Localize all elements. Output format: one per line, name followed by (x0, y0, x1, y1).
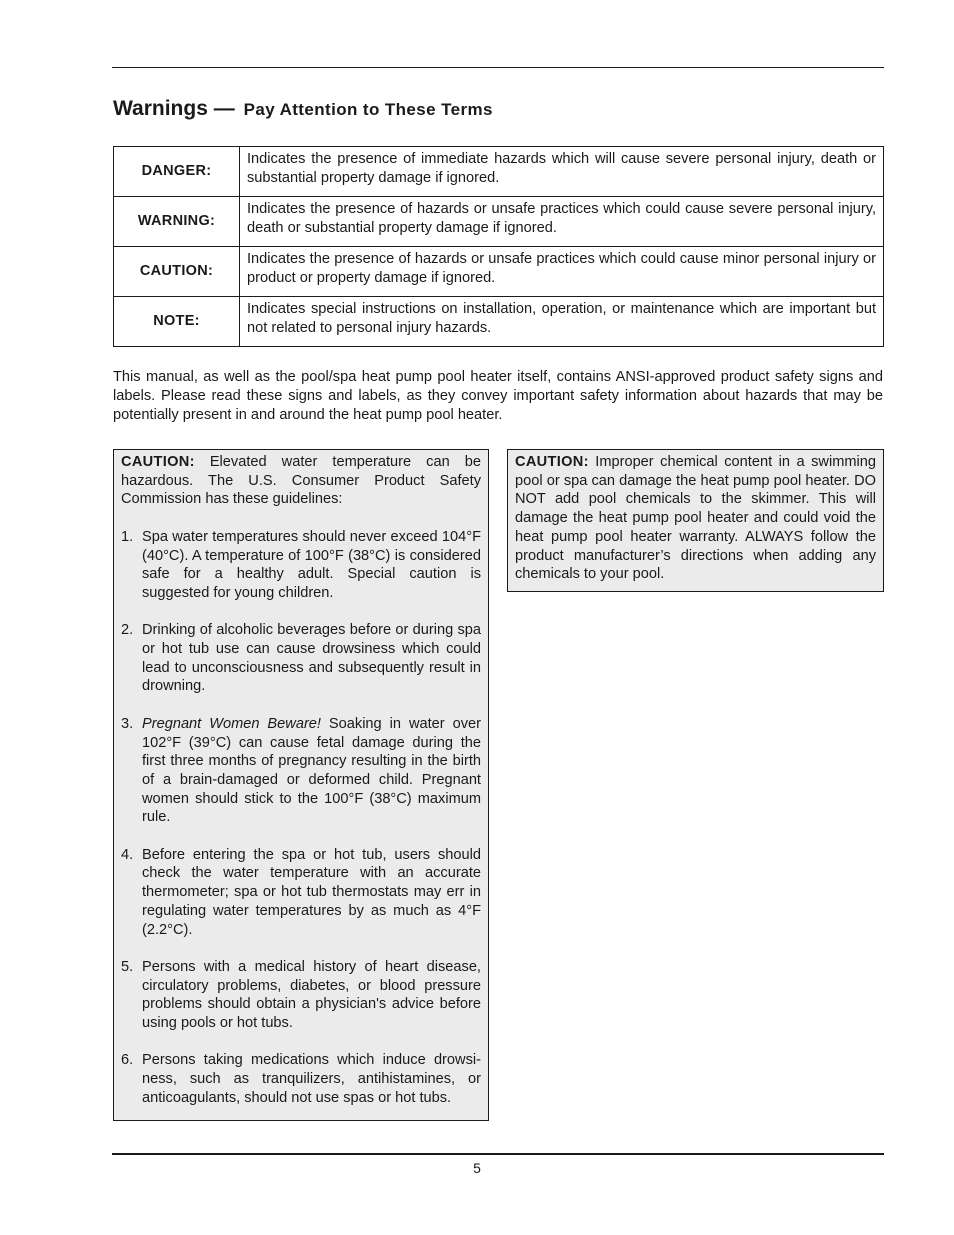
list-item-text: Persons taking medications which induce drowsiness, such as tranquilizers, antihistamines, or anticoagulants, should not use spas or hot tubs. (142, 1052, 481, 1106)
term-caution: CAUTION: (114, 247, 240, 297)
top-rule (112, 67, 884, 68)
list-item (121, 715, 481, 827)
page-title-main: Warnings — (113, 97, 235, 120)
caution-box-water-temperature (113, 449, 489, 1121)
list-item-number: 3. (121, 715, 134, 732)
page-title (113, 86, 493, 123)
table-row (114, 197, 884, 247)
list-item (121, 846, 481, 940)
bottom-rule (112, 1153, 884, 1155)
list-item-number: 2. (121, 622, 134, 639)
list-item-number: 1. (121, 528, 134, 545)
term-warning: WARNING: (114, 197, 240, 247)
list-item-number: 5. (121, 958, 134, 975)
caution-intro-text: Elevated water temperature can be hazardous. The U.S. Consumer Product Safety Commission has these guidelines: (121, 454, 481, 508)
term-definition: Indicates the presence of hazards or unsafe practices which could cause severe personal injury, death or substantial property damage if ignored. (240, 197, 884, 247)
page-number: 5 (473, 1160, 481, 1176)
caution-box-chemicals (507, 449, 884, 592)
caution-label: CAUTION: (121, 454, 195, 470)
caution-label: CAUTION: (515, 454, 589, 470)
term-note: NOTE: (114, 297, 240, 347)
table-row (114, 247, 884, 297)
list-item (121, 621, 481, 696)
list-item-text: Spa water temperatures should never exceed 104°F (40°C). A temperature of 100°F (38°C) is considered safe for a healthy adult. Special caution is suggested for young children. (142, 528, 481, 601)
list-item (121, 528, 481, 603)
caution-chemicals-text (515, 453, 876, 584)
list-item-text: Soaking in water over 102°F (39°C) can cause fetal damage during the first three months of pregnancy resulting in the birth of a brain-damaged or deformed child. Pregnant women should stick to the 100°F (38°C) maximum rule. (142, 715, 481, 826)
caution-body: Improper chemical content in a swimming pool or spa can damage the heat pump pool heater. DO NOT add pool chemicals to the skimmer. This will damage the heat pump pool heater and could void the heat pump pool heater warranty. ALWAYS follow the product manufacturer’s directions when adding any chemicals to your pool. (515, 454, 876, 583)
list-item-number: 4. (121, 846, 134, 863)
terms-table (113, 146, 884, 347)
caution-intro (121, 453, 481, 509)
list-item-text: Before entering the spa or hot tub, users should check the water temperature with an accurate thermometer; spa or hot tub thermostats may err in regulating water temperatures by as much as 4°F (2.2°C). (142, 846, 481, 938)
term-definition: Indicates special instructions on installation, operation, or maintenance which are important but not related to personal injury hazards. (240, 297, 884, 347)
list-item-emphasis: Pregnant Women Beware! (142, 715, 321, 732)
term-definition: Indicates the presence of hazards or unsafe practices which could cause minor personal injury or product or property damage if ignored. (240, 247, 884, 297)
term-definition: Indicates the presence of immediate hazards which will cause severe personal injury, death or substantial property damage if ignored. (240, 147, 884, 197)
list-item-text: Persons with a medical history of heart disease, circulatory problems, diabetes, or blood pressure problems should obtain a physician's advice before using pools or hot tubs. (142, 958, 481, 1032)
list-item (121, 958, 481, 1033)
intro-paragraph: This manual, as well as the pool/spa heat pump pool heater itself, contains ANSI-approved product safety signs and labels. Please read these signs and labels, as they convey important safety information about hazards that may be potentially present in and around the heat pump pool heater. (113, 369, 883, 423)
list-item-number: 6. (121, 1052, 134, 1069)
list-item-text: Drinking of alcoholic beverages before or during spa or hot tub use can cause drowsiness which could lead to unconsciousness and subsequently result in drowning. (142, 622, 481, 695)
table-row (114, 147, 884, 197)
page-title-sub: Pay Attention to These Terms (243, 100, 493, 119)
term-danger: DANGER: (114, 147, 240, 197)
table-row (114, 297, 884, 347)
list-item (121, 1051, 481, 1107)
guideline-list (121, 528, 481, 1108)
